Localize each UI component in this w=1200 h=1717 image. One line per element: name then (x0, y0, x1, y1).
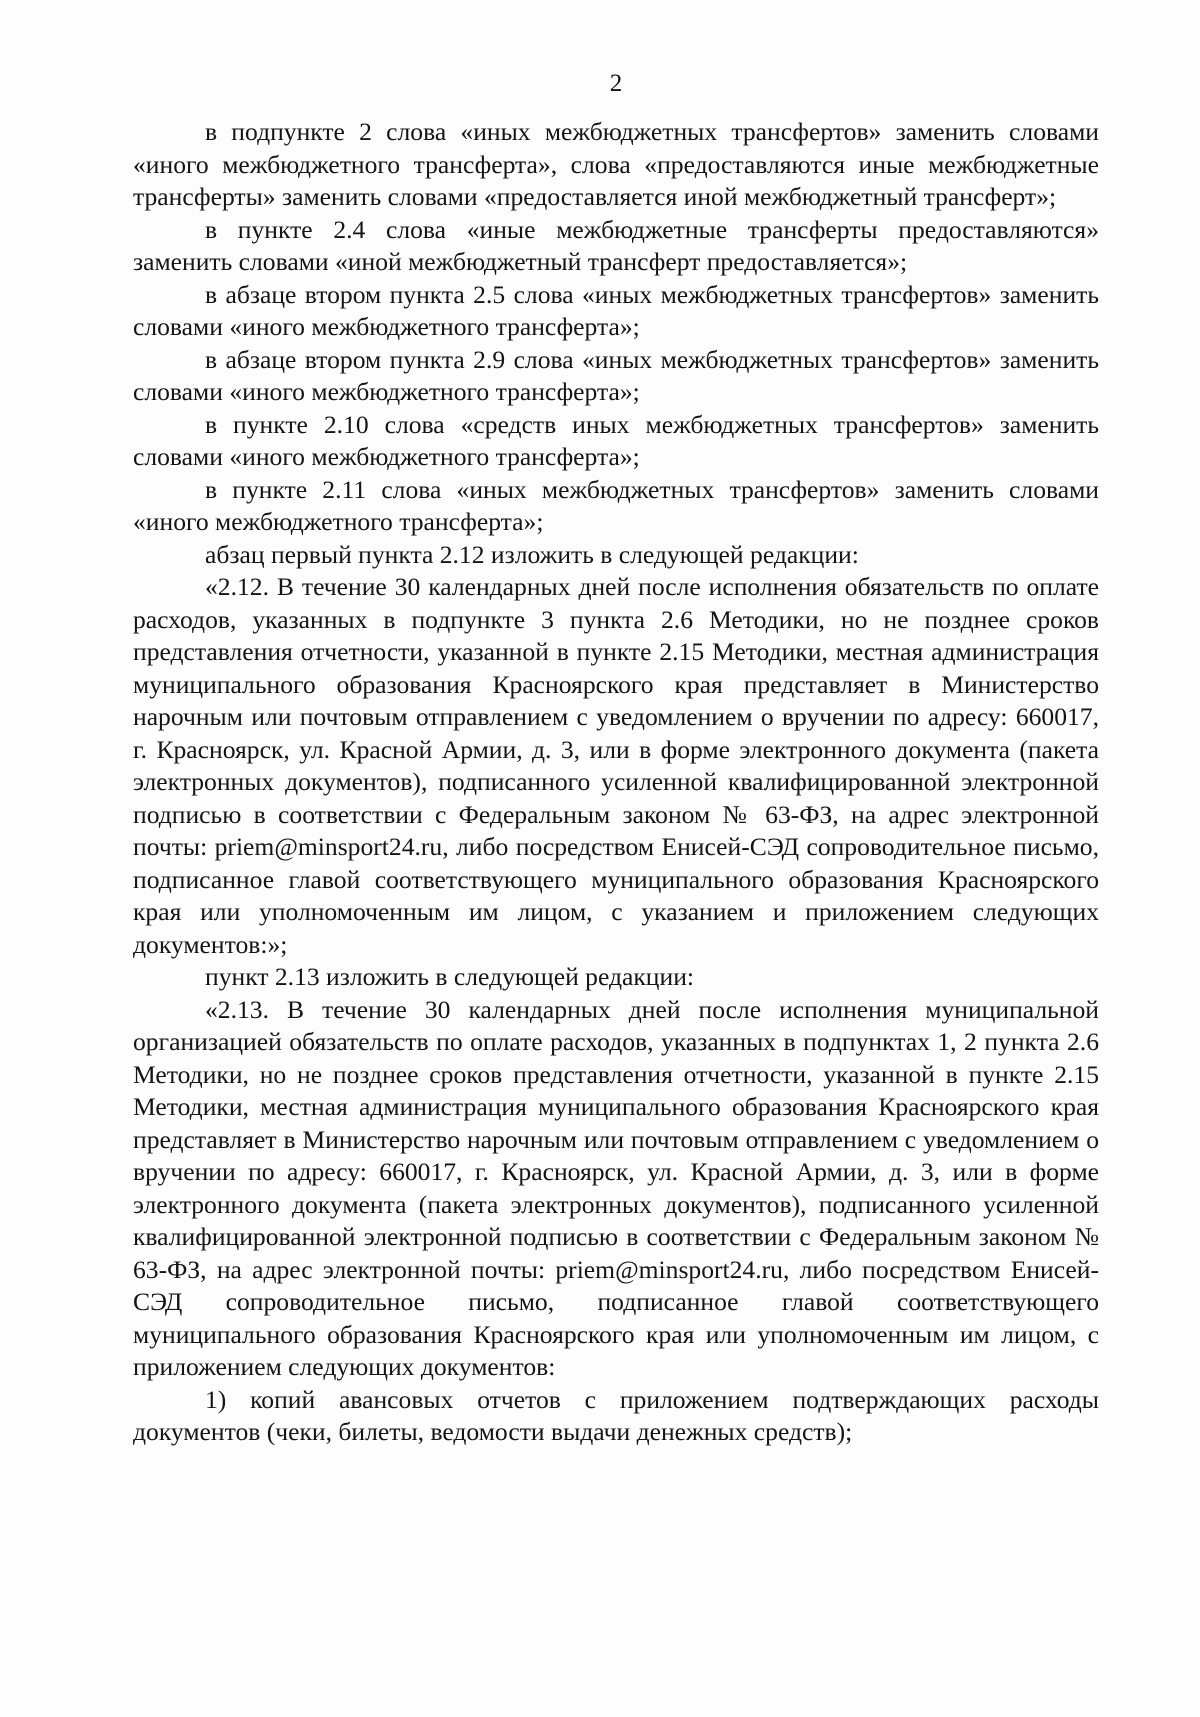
page-number: 2 (609, 70, 623, 97)
paragraph-item-2-13-intro: пункт 2.13 изложить в следующей редакции: (205, 962, 695, 991)
paragraph-item-2-10-amendment: в пункте 2.10 слова «средств иных межбюджетных трансфертов» заменить словами «иного межбюджетного трансферта»; (133, 409, 1099, 471)
paragraph-item-2-9-amendment: в абзаце втором пункта 2.9 слова «иных межбюджетных трансфертов» заменить словами «иного межбюджетного трансферта»; (133, 344, 1099, 406)
paragraph-item-2-4-amendment: в пункте 2.4 слова «иные межбюджетные трансферты предоставляются» заменить словами «иной межбюджетный трансферт предоставляется»; (133, 214, 1099, 276)
paragraph-item-2-11-amendment: в пункте 2.11 слова «иных межбюджетных трансфертов» заменить словами «иного межбюджетного трансферта»; (133, 474, 1099, 536)
paragraph-item-2-12-intro: абзац первый пункта 2.12 изложить в следующей редакции: (205, 539, 859, 569)
document-body (133, 116, 1099, 1449)
paragraph-item-2-5-amendment: в абзаце втором пункта 2.5 слова «иных межбюджетных трансфертов» заменить словами «иного межбюджетного трансферта»; (133, 279, 1099, 341)
paragraph-item-2-13-text: «2.13. В течение 30 календарных дней после исполнения муниципальной организацией обязательств по оплате расходов, указанных в подпунктах 1, 2 пункта 2.6 Методики, но не позднее сроков представления отчетности, указанной в пункте 2.15 Методики, местная администрация муниципального образования Красноярского края представляет в Министерство нарочным или почтовым отправлением с уведомлением о вручении по адресу: 660017, г. Красноярск, ул. Красной Армии, д. 3, или в форме электронного документа (пакета электронных документов), подписанного усиленной квалифицированной электронной подписью в соответствии с Федеральным законом № 63-ФЗ, на адрес электронной почты: priem@minsport24.ru, либо посредством Енисей-СЭД сопроводительное письмо, подписанное главой соответствующего муниципального образования Красноярского края или уполномоченным им лицом, с приложением следующих документов: (133, 994, 1099, 1381)
paragraph-item-2-12-text: «2.12. В течение 30 календарных дней после исполнения обязательств по оплате расходов, указанных в подпункте 3 пункта 2.6 Методики, но не позднее сроков представления отчетности, указанной в пункте 2.15 Методики, местная администрация муниципального образования Красноярского края представляет в Министерство нарочным или почтовым отправлением с уведомлением о вручении по адресу: 660017, г. Красноярск, ул. Красной Армии, д. 3, или в форме электронного документа (пакета электронных документов), подписанного усиленной квалифицированной электронной подписью в соответствии с Федеральным законом № 63-ФЗ, на адрес электронной почты: priem@minsport24.ru, либо посредством Енисей-СЭД сопроводительное письмо, подписанное главой соответствующего муниципального образования Красноярского края или уполномоченным им лицом, с указанием и приложением следующих документов:»; (133, 572, 1099, 959)
paragraph-list-item-1: 1) копий авансовых отчетов с приложением подтверждающих расходы документов (чеки, билеты, ведомости выдачи денежных средств); (133, 1384, 1099, 1446)
paragraph-subitem-2-amendment: в подпункте 2 слова «иных межбюджетных трансфертов» заменить словами «иного межбюджетного трансферта», слова «предоставляются иные межбюджетные трансферты» заменить словами «предоставляется иной межбюджетный трансферт»; (133, 117, 1099, 211)
